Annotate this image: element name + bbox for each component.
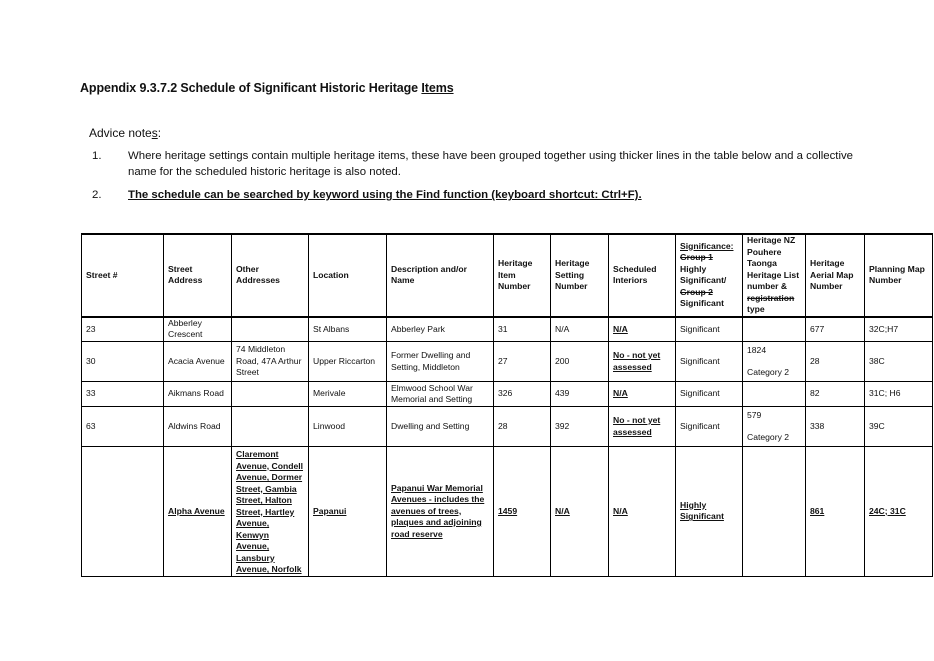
header-street-address: Street Address: [164, 234, 232, 317]
table-row: 33 Aikmans Road Merivale Elmwood School War Memorial and Setting 326 439 N/A Significant 82 31C; H6: [82, 382, 933, 407]
header-street-no: Street #: [82, 234, 164, 317]
table-row: 30 Acacia Avenue 74 Middleton Road, 47A Arthur Street Upper Riccarton Former Dwelling and Setting, Middleton 27 200 No - not yet assessed Significant 1824 Category 2 28 38C: [82, 342, 933, 382]
header-description: Description and/or Name: [387, 234, 494, 317]
header-interiors: Scheduled Interiors: [609, 234, 676, 317]
header-other-addresses: Other Addresses: [232, 234, 309, 317]
header-setting-number: Heritage Setting Number: [551, 234, 609, 317]
header-aerial-map: Heritage Aerial Map Number: [806, 234, 865, 317]
advice-notes-label: Advice notes:: [89, 126, 162, 140]
table-row: Alpha Avenue Claremont Avenue, Condell Avenue, Dormer Street, Gambia Street, Halton Street, Hartley Avenue, Kenwyn Avenue, Lansbury Avenue, Norfolk Papanui Papanui War Memorial Avenues - includes the avenues of trees, plaques and adjoining road reserve 1459 N/A N/A Highly Significant 861 24C; 31C: [82, 447, 933, 577]
title-underlined-word: Items: [421, 81, 454, 95]
heritage-schedule-table: [81, 233, 933, 577]
header-significance: Significance: Group 1 Highly Significant/ Group 2 Significant: [676, 234, 743, 317]
table-row: 23 Abberley Crescent St Albans Abberley Park 31 N/A N/A Significant 677 32C;H7: [82, 317, 933, 342]
table-row: 63 Aldwins Road Linwood Dwelling and Setting 28 392 No - not yet assessed Significant 579 Category 2 338 39C: [82, 407, 933, 447]
table-header-row: [82, 234, 933, 317]
header-nz-list: Heritage NZ Pouhere Taonga Heritage List number & registration type: [743, 234, 806, 317]
page-title: Appendix 9.3.7.2 Schedule of Significant Historic Heritage Items: [80, 81, 454, 95]
header-item-number: Heritage Item Number: [494, 234, 551, 317]
header-location: Location: [309, 234, 387, 317]
header-planning-map: Planning Map Number: [865, 234, 933, 317]
